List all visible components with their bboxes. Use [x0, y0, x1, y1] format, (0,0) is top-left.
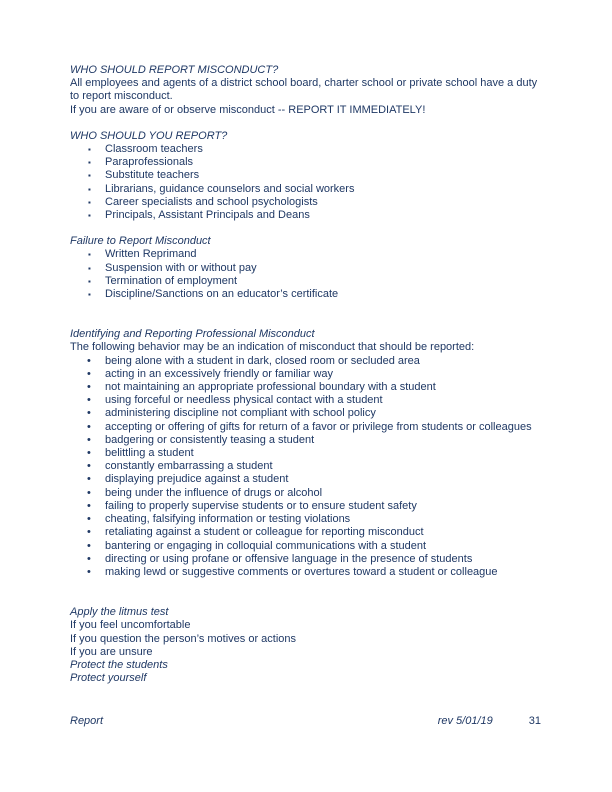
- list-item: • administering discipline not compliant with school policy: [87, 407, 541, 420]
- bullet-list-misconduct-behaviors: [70, 355, 541, 579]
- list-item: If you question the person’s motives or actions: [70, 632, 297, 645]
- section-litmus-test: [70, 606, 541, 685]
- list-item: • displaying prejudice against a student: [87, 473, 541, 486]
- footer-page-number: 31: [528, 714, 541, 727]
- section-heading: WHO SHOULD YOU REPORT?: [70, 129, 228, 142]
- list-item: • failing to properly supervise students or to ensure student safety: [87, 500, 541, 513]
- list-item: • not maintaining an appropriate professional boundary with a student: [87, 381, 541, 394]
- list-item: • accepting or offering of gifts for return of a favor or privilege from students or colleagues: [87, 421, 541, 434]
- list-item: • acting in an excessively friendly or familiar way: [87, 368, 541, 381]
- bullet-list-failure-consequences: [70, 248, 541, 301]
- list-item: ▪ Discipline/Sanctions on an educator’s certificate: [87, 288, 541, 301]
- list-item: ▪ Librarians, guidance counselors and social workers: [87, 183, 541, 196]
- footer-revision-label: rev 5/01/19: [437, 714, 493, 727]
- list-item: ▪ Principals, Assistant Principals and Deans: [87, 209, 541, 222]
- section-identifying-misconduct: [70, 328, 541, 579]
- section-heading: WHO SHOULD REPORT MISCONDUCT?: [70, 64, 279, 76]
- list-item: • directing or using profane or offensive language in the presence of students: [87, 553, 541, 566]
- list-item: • cheating, falsifying information or testing violations: [87, 513, 541, 526]
- section-who-should-you-report: [70, 130, 541, 222]
- page-footer: [70, 715, 541, 728]
- section-heading: Failure to Report Misconduct: [70, 235, 211, 248]
- list-item: If you feel uncomfortable: [70, 619, 191, 632]
- list-item: • constantly embarrassing a student: [87, 460, 541, 473]
- footer-report-label: Report: [70, 714, 104, 727]
- paragraph: The following behavior may be an indication of misconduct that should be reported:: [70, 341, 475, 354]
- list-item: ▪ Suspension with or without pay: [87, 262, 541, 275]
- litmus-test-lines: [70, 619, 541, 659]
- list-item: ▪ Termination of employment: [87, 275, 541, 288]
- list-item: • being under the influence of drugs or alcohol: [87, 487, 541, 500]
- list-item: Protect yourself: [70, 672, 147, 685]
- list-item: ▪ Written Reprimand: [87, 248, 541, 261]
- protect-lines: [70, 659, 541, 685]
- list-item: • bantering or engaging in colloquial communications with a student: [87, 540, 541, 553]
- list-item: ▪ Classroom teachers: [87, 143, 541, 156]
- section-failure-to-report: [70, 235, 541, 301]
- list-item: ▪ Substitute teachers: [87, 169, 541, 182]
- list-item: • badgering or consistently teasing a student: [87, 434, 541, 447]
- list-item: • belittling a student: [87, 447, 541, 460]
- list-item: • being alone with a student in dark, closed room or secluded area: [87, 355, 541, 368]
- list-item: Protect the students: [70, 658, 168, 671]
- list-item: If you are unsure: [70, 645, 153, 658]
- paragraph: If you are aware of or observe misconduct -- REPORT IT IMMEDIATELY!: [70, 103, 426, 116]
- list-item: • using forceful or needless physical contact with a student: [87, 394, 541, 407]
- section-heading: Apply the litmus test: [70, 606, 169, 619]
- section-heading: Identifying and Reporting Professional Misconduct: [70, 328, 315, 341]
- bullet-list-report-roles: [70, 143, 541, 222]
- list-item: • making lewd or suggestive comments or overtures toward a student or colleague: [87, 566, 541, 579]
- list-item: ▪ Paraprofessionals: [87, 156, 541, 169]
- section-who-should-report: [70, 64, 541, 117]
- list-item: ▪ Career specialists and school psychologists: [87, 196, 541, 209]
- list-item: • retaliating against a student or colleague for reporting misconduct: [87, 526, 541, 539]
- paragraph: All employees and agents of a district school board, charter school or private school have a duty to report misconduct.: [70, 77, 538, 103]
